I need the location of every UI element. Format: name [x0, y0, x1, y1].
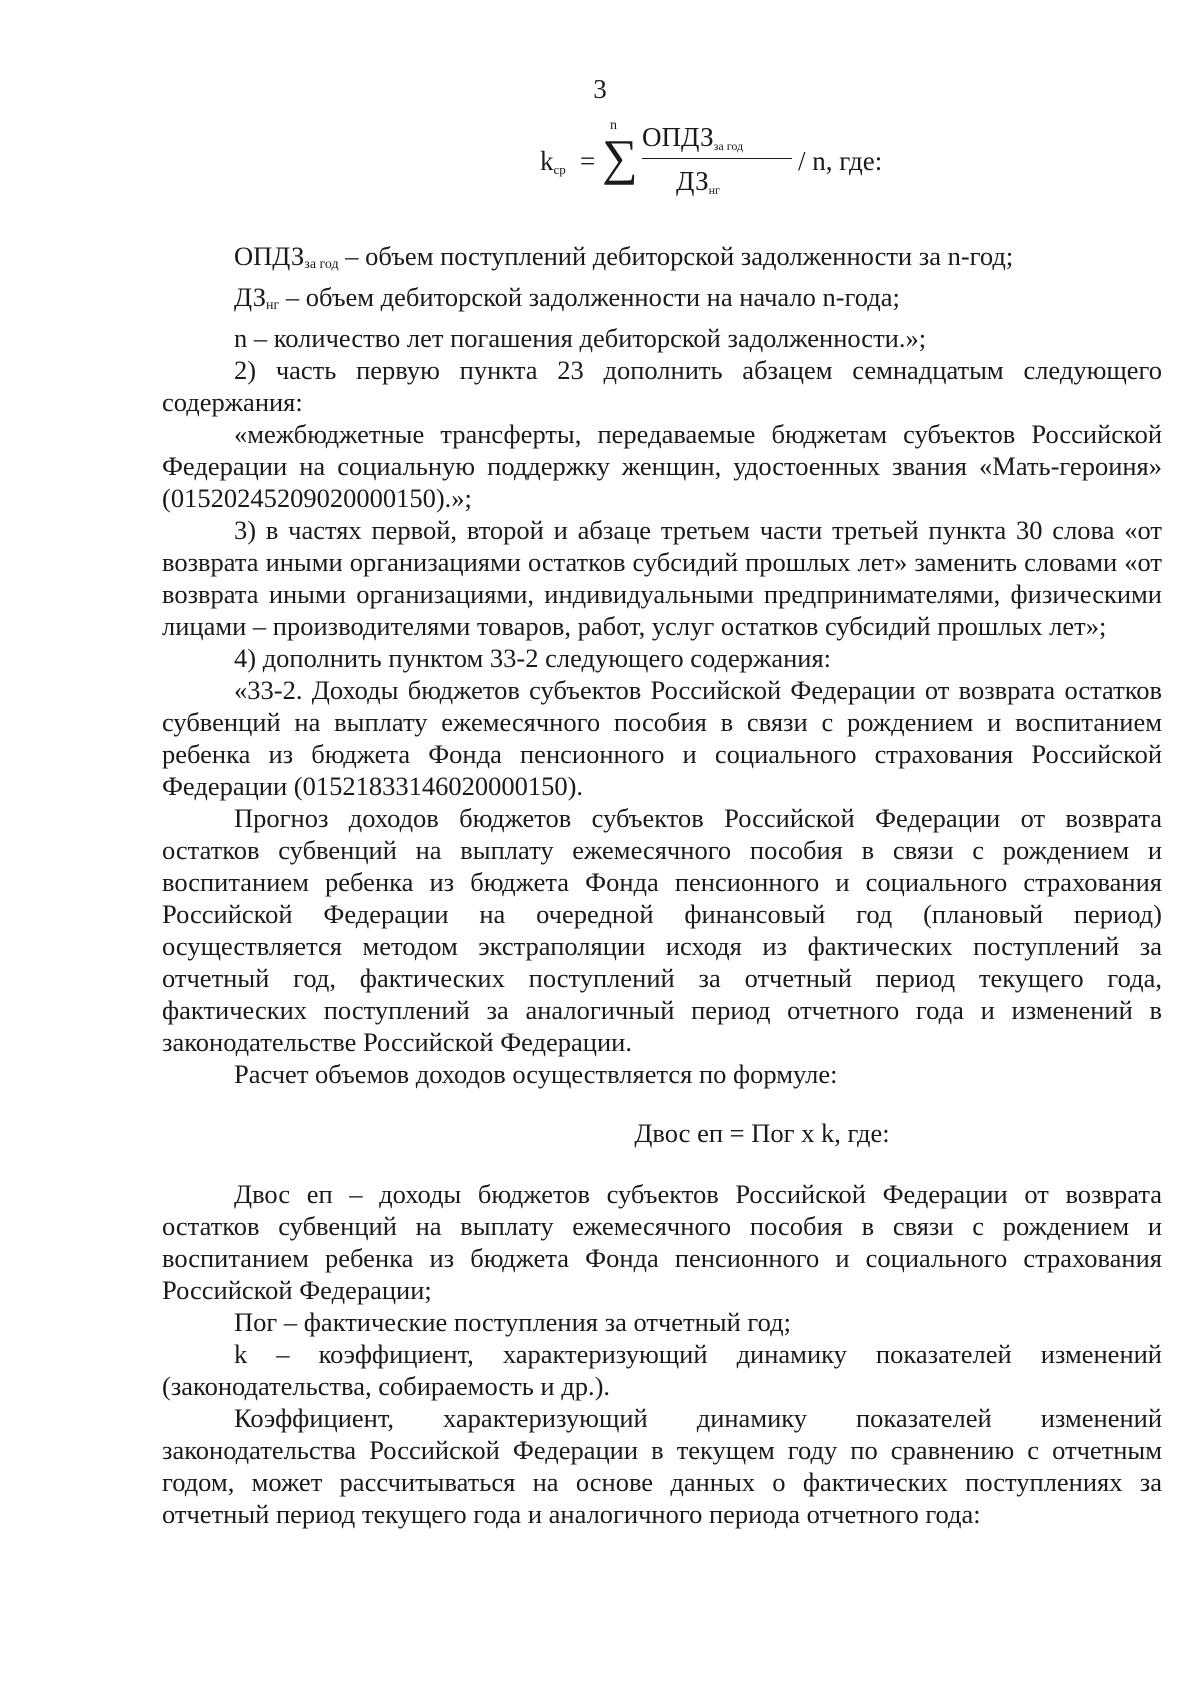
page-number: 3	[593, 74, 607, 104]
paragraph-33-2: «33-2. Доходы бюджетов субъектов Российской Федерации от возврата остатков субвенций на выплату ежемесячного пособия в связи с рождением и воспитанием ребенка из бюджета Фонда пенсионного и социального страхования Российской Федерации (01521833146020000150).	[162, 675, 1162, 801]
paragraph-item-2: 2) часть первую пункта 23 дополнить абзацем семнадцатым следующего содержания:	[162, 355, 1162, 417]
definition-opdz: $ОПДЗ_{за год}$ – объем поступлений дебиторской задолженности за n-год;	[234, 241, 1014, 272]
sum-sign: ∑	[602, 129, 638, 185]
coefficient-formula	[540, 118, 883, 208]
definition-dvos: Двос еп – доходы бюджетов субъектов Российской Федерации от возврата остатков субвенций на выплату ежемесячного пособия в связи с рождением и воспитанием ребенка из бюджета Фонда пенсионного и социального страхования Российской Федерации;	[162, 1179, 1162, 1305]
fraction-bar	[642, 158, 792, 159]
formula-numerator: $ОПДЗ_{за год}$	[642, 122, 744, 153]
document-body	[162, 240, 1162, 1530]
definition-dz: $ДЗ_{нг}$ – объем дебиторской задолженности на начало n-года;	[234, 282, 900, 313]
definition-k: k – коэффициент, характеризующий динамику показателей изменений (законодательства, собираемость и др.).	[162, 1339, 1162, 1401]
formula-denominator: $ДЗ_{нг}$	[676, 166, 720, 197]
definition-pog: Пог – фактические поступления за отчетный год;	[234, 1307, 791, 1337]
paragraph-coefficient: Коэффициент, характеризующий динамику показателей изменений законодательства Российской Федерации в текущем году по сравнению с отчетным годом, может рассчитываться на основе данных о фактических поступлениях за отчетный период текущего года и аналогичного периода отчетного года:	[162, 1403, 1162, 1529]
formula-tail: / n, где:	[798, 146, 883, 176]
formula-lhs: $k_{ср}$	[540, 146, 566, 177]
income-formula: Двос еп = Пог x k, где:	[634, 1118, 890, 1148]
definition-n: n – количество лет погашения дебиторской задолженности.»;	[234, 323, 927, 353]
sum-upper-limit: n	[610, 118, 617, 133]
paragraph-transfers: «межбюджетные трансферты, передаваемые бюджетам субъектов Российской Федерации на социальную поддержку женщин, удостоенных звания «Мать-героиня» (01520245209020000150).»;	[162, 419, 1162, 513]
paragraph-item-3: 3) в частях первой, второй и абзаце третьем части третьей пункта 30 слова «от возврата иными организациями остатков субсидий прошлых лет» заменить словами «от возврата иными организациями, индивидуальными предпринимателями, физическими лицами – производителями товаров, работ, услуг остатков субсидий прошлых лет»;	[162, 515, 1162, 641]
paragraph-forecast: Прогноз доходов бюджетов субъектов Российской Федерации от возврата остатков субвенций на выплату ежемесячного пособия в связи с рождением и воспитанием ребенка из бюджета Фонда пенсионного и социального страхования Российской Федерации на очередной финансовый год (плановый период) осуществляется методом экстраполяции исходя из фактических поступлений за отчетный год, фактических поступлений за отчетный период текущего года, фактических поступлений за аналогичный период отчетного года и изменений в законодательстве Российской Федерации.	[162, 803, 1162, 1057]
formula-equals: =	[580, 146, 596, 176]
paragraph-calculation: Расчет объемов доходов осуществляется по формуле:	[234, 1059, 838, 1089]
paragraph-item-4: 4) дополнить пунктом 33-2 следующего содержания:	[234, 643, 832, 673]
